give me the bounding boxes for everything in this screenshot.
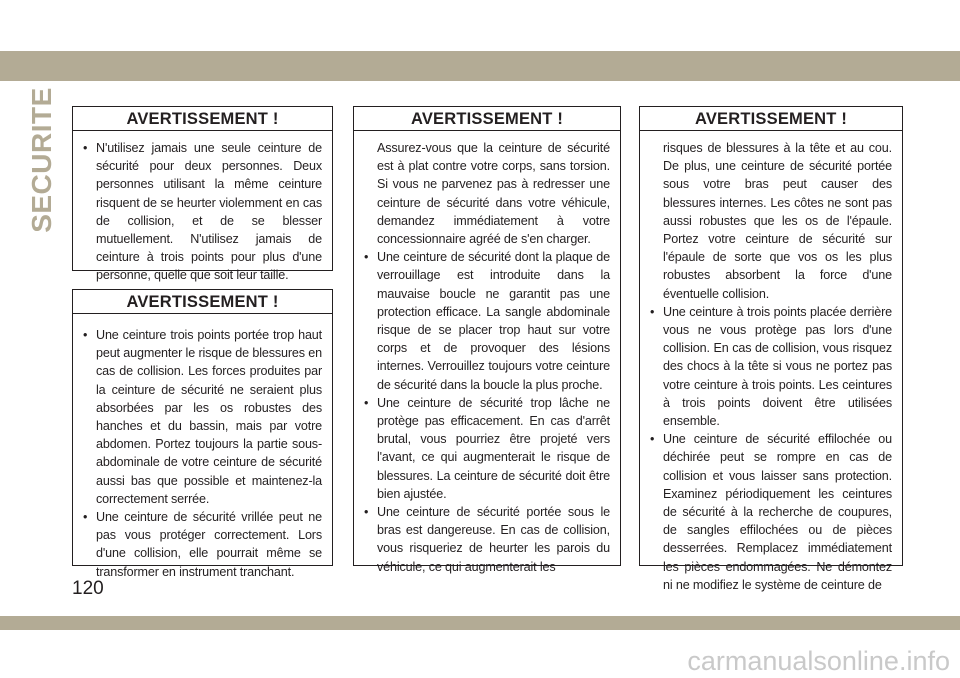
section-label: SECURITE (26, 87, 57, 233)
warning-heading: AVERTISSEMENT ! (354, 107, 620, 131)
warning-continuation: Assurez-vous que la ceinture de sécurité est à plat contre votre corps, sans torsion. Si vous ne parvenez pas à redresser une ceinture de sécurité dans votre véhicule, demandez immédiatement à votre concessionnaire agréé de s'en charger. (377, 141, 610, 247)
warning-heading: AVERTISSEMENT ! (73, 290, 332, 314)
warning-heading: AVERTISSEMENT ! (73, 107, 332, 131)
warning-box-3 (353, 106, 621, 574)
warning-heading: AVERTISSEMENT ! (640, 107, 902, 131)
section-tab (24, 87, 60, 233)
list-item: • Une ceinture de sécurité dont la plaque de verrouillage est introduite dans la mauvaise boucle ne garantit pas une protection efficace. La sangle abdominale risque de se placer trop haut sur votre corps et de provoquer des lésions internes. Verrouillez toujours votre ceinture de sécurité dans la boucle la plus proche. (364, 248, 610, 394)
warning-continuation: risques de blessures à la tête et au cou. De plus, une ceinture de sécurité portée sous votre bras peut causer des blessures internes. Les côtes ne sont pas aussi robustes que les os de l'épaule. Portez votre ceinture de sécurité sur l'épaule de sorte que vos os les plus robustes absorbent la force d'une éventuelle collision. (663, 141, 892, 301)
list-item: • Une ceinture à trois points placée derrière vous ne vous protège pas lors d'une collision. En cas de collision, vous risquez des chocs à la tête si vous ne portez pas votre ceinture à trois points. Les ceintures à trois points doivent être utilisées ensemble. (650, 303, 892, 430)
list-item: • Une ceinture de sécurité trop lâche ne protège pas efficacement. En cas d'arrêt brutal, vous pourriez être projeté vers l'avant, ce qui augmenterait le risque de blessures. La ceinture de sécurité doit être bien ajustée. (364, 394, 610, 503)
list-item: • N'utilisez jamais une seule ceinture de sécurité pour deux personnes. Deux personnes utilisant la même ceinture risquent de se heurter violemment en cas de collision, et de se blesser mutuellement. N'utilisez jamais de ceinture à trois points pour plus d'une personne, quelle que soit leur taille. (83, 139, 322, 285)
warning-box-4 (639, 106, 903, 592)
watermark: carmanualsonline.info (687, 646, 950, 676)
warning-box-1 (72, 106, 333, 283)
footer-band (0, 616, 960, 630)
header-band (0, 51, 960, 81)
list-item: • Une ceinture de sécurité portée sous le bras est dangereuse. En cas de collision, vous risqueriez de heurter les parois du véhicule, ce qui augmenterait les (364, 503, 610, 576)
list-item: • Une ceinture de sécurité vrillée peut ne pas vous protéger correctement. Lors d'une collision, elle pourrait même se transformer en instrument tranchant. (83, 508, 322, 581)
warning-box-2 (72, 289, 333, 579)
list-item: • Une ceinture de sécurité effilochée ou déchirée peut se rompre en cas de collision et vous laisser sans protection. Examinez périodiquement les ceintures de sécurité à la recherche de coupures, de sangles effilochées ou de pièces desserrées. Remplacez immédiatement les pièces endommagées. Ne démontez ni ne modifiez le système de ceinture de (650, 430, 892, 594)
page-number: 120 (72, 578, 104, 599)
list-item: • Une ceinture trois points portée trop haut peut augmenter le risque de blessures en cas de collision. Les forces produites par la ceinture de sécurité ne seraient plus absorbées par les os robustes des hanches et du bassin, mais par votre abdomen. Portez toujours la partie sous-abdominale de votre ceinture de sécurité aussi bas que possible et maintenez-la correctement serrée. (83, 326, 322, 508)
